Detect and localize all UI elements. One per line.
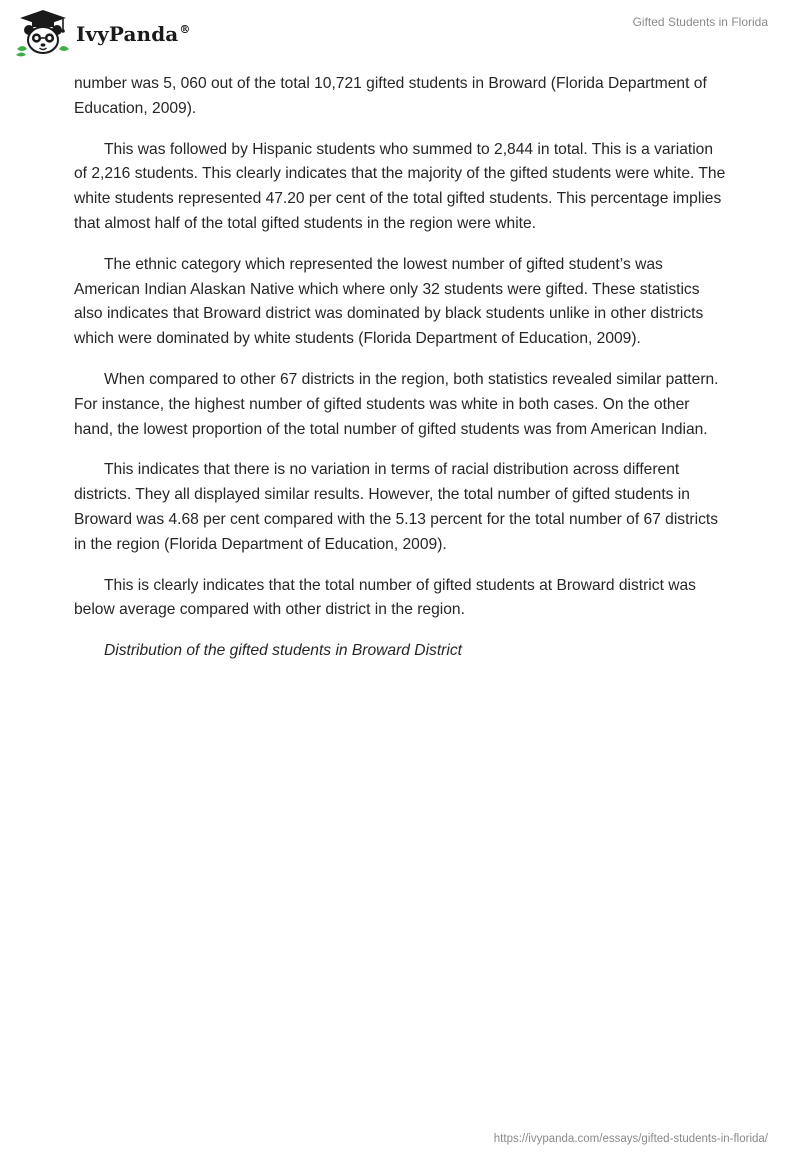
paragraph-4: When compared to other 67 districts in the region, both statistics revealed similar pattern. For instance, the highest number of gifted students was white in both cases. On the other hand, the lowest proportion of the total number of gifted students was from American Indian. <box>74 370 719 438</box>
paragraph-6: This is clearly indicates that the total number of gifted students at Broward district was below average compared with other district in the region. <box>74 576 696 619</box>
page-header <box>0 0 800 70</box>
registered-mark: ® <box>179 23 191 37</box>
essay-body <box>74 72 730 680</box>
running-title: Gifted Students in Florida <box>632 15 768 29</box>
figure-caption: Distribution of the gifted students in Broward District <box>104 642 462 660</box>
source-url[interactable]: https://ivypanda.com/essays/gifted-students-in-florida/ <box>493 1133 768 1145</box>
brand-name: IvyPanda® <box>76 22 191 46</box>
panda-graduate-icon <box>14 8 72 58</box>
paragraph-1: number was 5, 060 out of the total 10,721 gifted students in Broward (Florida Department of Education, 2009). <box>74 75 707 117</box>
paragraph-3: The ethnic category which represented the lowest number of gifted student’s was American Indian Alaskan Native which where only 32 students were gifted. These statistics also indicates that Broward district was dominated by black students unlike in other districts which were dominated by white students (Florida Department of Education, 2009). <box>74 255 704 348</box>
brand-logo[interactable] <box>14 8 190 58</box>
paragraph-5: This indicates that there is no variation in terms of racial distribution across different districts. They all displayed similar results. However, the total number of gifted students in Broward was 4.68 per cent compared with the 5.13 percent for the total number of 67 districts in the region (Florida Department of Education, 2009). <box>74 461 719 553</box>
paragraph-2: This was followed by Hispanic students who summed to 2,844 in total. This is a variation of 2,216 students. This clearly indicates that the majority of the gifted students were white. The white students represented 47.20 per cent of the total gifted students. This percentage implies that almost half of the total gifted students in the region were white. <box>74 140 726 232</box>
